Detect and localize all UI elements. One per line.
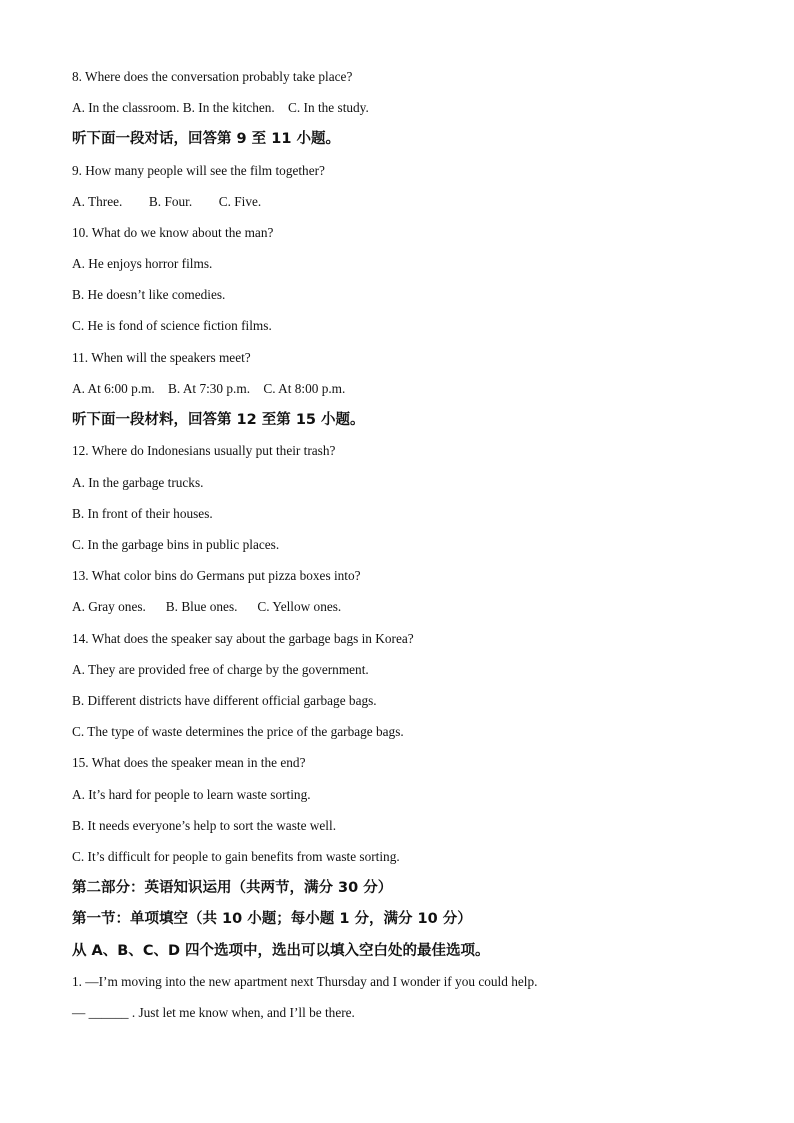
q14-option-a: A. They are provided free of charge by the government. <box>72 662 369 677</box>
q12-option-b: B. In front of their houses. <box>72 506 213 521</box>
q14-option-c: C. The type of waste determines the price of the garbage bags. <box>72 724 404 739</box>
q10-option-c: C. He is fond of science fiction films. <box>72 318 272 333</box>
q15-option-a: A. It’s hard for people to learn waste sorting. <box>72 787 311 802</box>
q12-option-c: C. In the garbage bins in public places. <box>72 537 280 552</box>
part2-title: 第二部分：英语知识运用（共两节，满分 30 分） <box>72 880 393 896</box>
q9-stem: 9. How many people will see the film together? <box>72 163 325 178</box>
q11-options: A. At 6:00 p.m. B. At 7:30 p.m. C. At 8:00 p.m. <box>72 381 346 396</box>
q15-option-b: B. It needs everyone’s help to sort the waste well. <box>72 818 337 833</box>
q8-options: A. In the classroom. B. In the kitchen. C. In the study. <box>72 100 369 115</box>
q13-options: A. Gray ones. B. Blue ones. C. Yellow ones. <box>72 599 342 614</box>
q9-options: A. Three. B. Four. C. Five. <box>72 194 262 209</box>
q14-option-b: B. Different districts have different official garbage bags. <box>72 693 377 708</box>
q11-stem: 11. When will the speakers meet? <box>72 350 251 365</box>
q12-option-a: A. In the garbage trucks. <box>72 475 204 490</box>
q10-option-a: A. He enjoys horror films. <box>72 256 213 271</box>
q10-option-b: B. He doesn’t like comedies. <box>72 287 226 302</box>
q15-option-c: C. It’s difficult for people to gain benefits from waste sorting. <box>72 849 400 864</box>
q10-stem: 10. What do we know about the man? <box>72 225 274 240</box>
q12-stem: 12. Where do Indonesians usually put their trash? <box>72 443 336 458</box>
q8-stem: 8. Where does the conversation probably take place? <box>72 69 353 84</box>
section-heading-12-15: 听下面一段材料，回答第 12 至第 15 小题。 <box>72 412 365 428</box>
section1-title: 第一节：单项填空（共 10 小题；每小题 1 分，满分 10 分） <box>72 911 472 927</box>
q14-stem: 14. What does the speaker say about the garbage bags in Korea? <box>72 631 414 646</box>
section-instruction: 从 A、B、C、D 四个选项中，选出可以填入空白处的最佳选项。 <box>72 943 490 959</box>
k1-response: — ______ . Just let me know when, and I’ll be there. <box>72 1005 355 1020</box>
q15-stem: 15. What does the speaker mean in the end? <box>72 755 306 770</box>
section-heading-9-11: 听下面一段对话，回答第 9 至 11 小题。 <box>72 131 340 147</box>
k1-question: 1. —I’m moving into the new apartment next Thursday and I wonder if you could help. <box>72 974 538 989</box>
q13-stem: 13. What color bins do Germans put pizza boxes into? <box>72 568 361 583</box>
